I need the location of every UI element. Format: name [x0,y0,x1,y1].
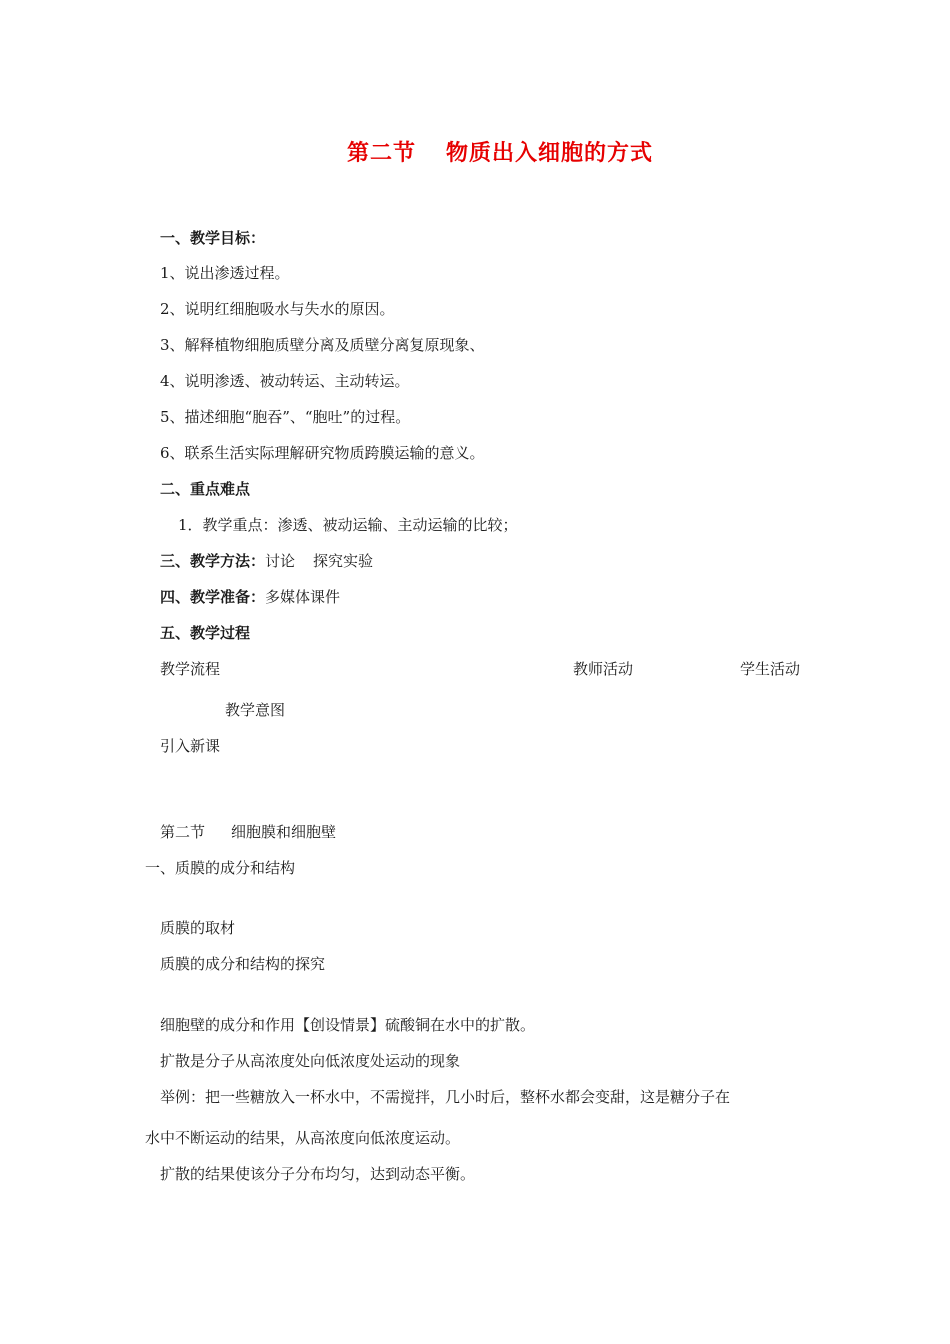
paragraph: 水中不断运动的结果，从高浓度向低浓度运动。 [145,1129,461,1147]
objective-item: 2、说明红细胞吸水与失水的原因。 [160,300,395,318]
paragraph: 举例：把一些糖放入一杯水中，不需搅拌，几小时后，整杯水都会变甜，这是糖分子在 [160,1088,731,1106]
methods-value-1: 讨论 [265,552,296,570]
paragraph: 扩散是分子从高浓度处向低浓度处运动的现象 [160,1052,461,1070]
section-number: 第二节 [160,823,206,841]
column-intent: 教学意图 [225,701,286,719]
paragraph: 质膜的成分和结构的探究 [160,955,326,973]
preparation-heading: 四、教学准备： [160,588,266,606]
methods-value-2: 探究实验 [313,552,374,570]
section-title: 细胞膜和细胞壁 [231,823,337,841]
objectives-heading: 一、教学目标： [160,229,266,247]
process-heading: 五、教学过程 [160,624,251,642]
objective-item: 3、解释植物细胞质壁分离及质壁分离复原现象、 [160,336,485,354]
preparation-row [160,587,340,607]
objective-item: 5、描述细胞“胞吞”、“胞吐”的过程。 [160,408,411,426]
key-points-heading: 二、重点难点 [160,480,251,498]
objective-item: 1、说出渗透过程。 [160,264,290,282]
subsection-heading: 一、质膜的成分和结构 [145,859,296,877]
title-text: 物质出入细胞的方式 [446,141,654,166]
column-student: 学生活动 [740,660,801,678]
preparation-value: 多媒体课件 [265,588,341,606]
key-point-item: 1．教学重点：渗透、被动运输、主动运输的比较； [178,516,518,534]
title-section-number: 第二节 [346,141,416,166]
objective-item: 4、说明渗透、被动转运、主动转运。 [160,372,410,390]
column-flow: 教学流程 [160,660,221,678]
methods-heading: 三、教学方法： [160,552,266,570]
page-title [0,136,950,167]
paragraph: 质膜的取材 [160,919,236,937]
intro-label: 引入新课 [160,737,221,755]
methods-row [160,551,373,571]
column-teacher: 教师活动 [573,660,634,678]
section-line [160,822,336,842]
paragraph: 扩散的结果使该分子分布均匀，达到动态平衡。 [160,1165,476,1183]
paragraph: 细胞壁的成分和作用【创设情景】硫酸铜在水中的扩散。 [160,1016,536,1034]
objective-item: 6、联系生活实际理解研究物质跨膜运输的意义。 [160,444,485,462]
